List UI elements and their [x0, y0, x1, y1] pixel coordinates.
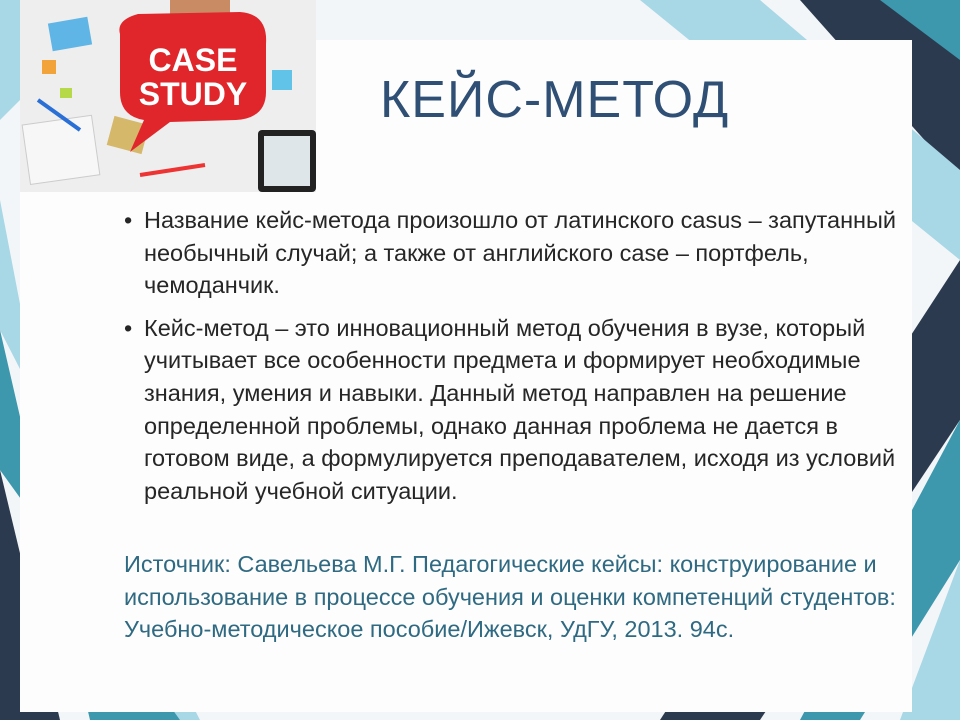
bullet-marker: •	[124, 207, 133, 233]
slide-title: КЕЙС-МЕТОД	[380, 71, 730, 129]
bullet-list	[124, 204, 904, 517]
bullet-item	[124, 312, 904, 508]
bullet-text: Название кейс-метода произошло от латинского casus – запутанный необычный случай; а также от английского case – портфель, чемоданчик.	[144, 207, 897, 299]
bullet-text: Кейс-метод – это инновационный метод обучения в вузе, который учитывает все особенности предмета и формирует необходимые знания, умения и навыки. Данный метод направлен на решение определенной проблемы, однако данная проблема не дается в готовом виде, а формулируется преподавателем, исходя из условий реальной учебной ситуации.	[144, 314, 896, 504]
case-study-image	[20, 0, 316, 192]
badge-line-2: STUDY	[138, 76, 248, 112]
bullet-item	[124, 204, 904, 302]
bullet-marker: •	[124, 314, 133, 341]
source-citation: Источник: Савельева М.Г. Педагогические кейсы: конструирование и использование в процессе обучения и оценки компетенций студентов: Учебно-методическое пособие/Ижевск, УдГУ, 2013. 94с.	[124, 551, 896, 643]
badge-line-1: CASE	[148, 42, 238, 78]
